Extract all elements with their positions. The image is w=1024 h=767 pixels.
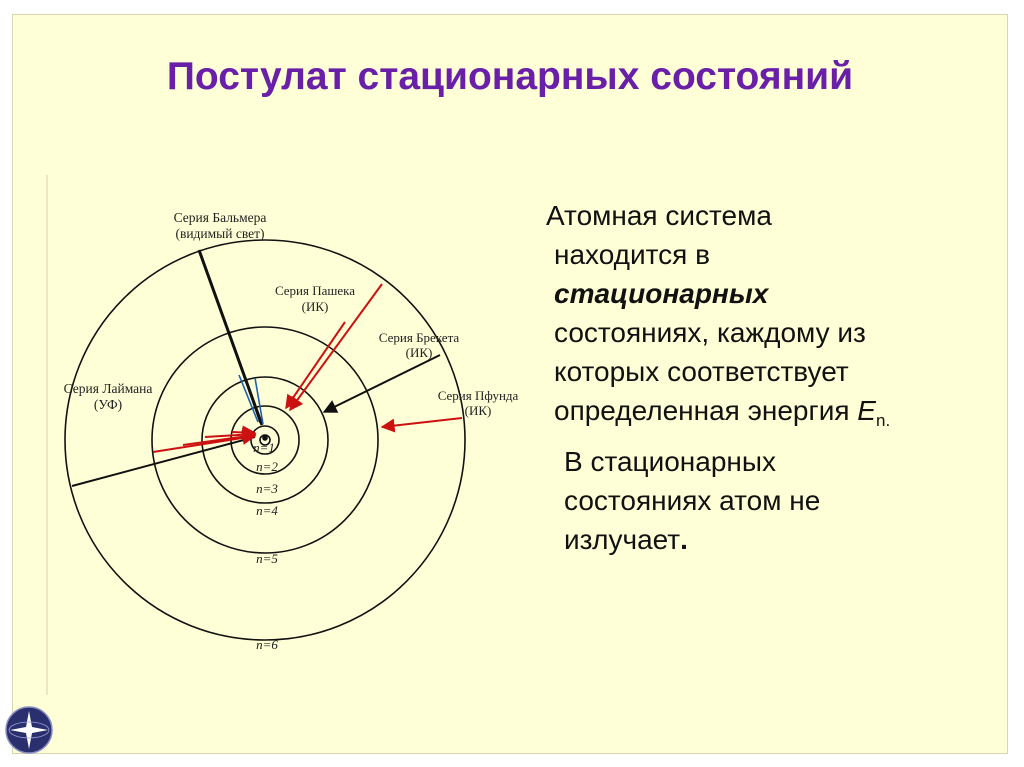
balmer-line-3 bbox=[228, 330, 260, 423]
brackett-line bbox=[324, 355, 440, 412]
level-label-n6: n=6 bbox=[256, 637, 278, 652]
text-line: состояниях, каждому из bbox=[554, 317, 866, 348]
text-line: состояниях атом не bbox=[564, 485, 821, 516]
label-paschen-2: (ИК) bbox=[301, 299, 329, 314]
paragraph-no-radiation bbox=[542, 442, 982, 559]
text-line-end bbox=[552, 520, 982, 559]
label-brackett-2: (ИК) bbox=[405, 345, 433, 360]
level-label-n5: n=5 bbox=[256, 551, 278, 566]
lyman-line-5 bbox=[232, 432, 255, 433]
description-text bbox=[542, 196, 982, 559]
paragraph-stationary-states bbox=[542, 196, 982, 440]
level-label-n2: n=2 bbox=[256, 459, 278, 474]
text-line: которых соответствует bbox=[554, 356, 849, 387]
level-label-n4: n=4 bbox=[256, 503, 278, 518]
energy-subscript: n bbox=[875, 411, 886, 430]
text-fragment: излучает bbox=[564, 524, 681, 555]
label-pfund-1: Серия Пфунда bbox=[437, 388, 519, 403]
text-line: В стационарных bbox=[564, 446, 776, 477]
label-brackett-1: Серия Брекета bbox=[378, 330, 460, 345]
text-line-emphasis: стационарных bbox=[554, 278, 769, 309]
pfund-line bbox=[382, 418, 462, 427]
text-fragment: определенная энергия bbox=[554, 395, 858, 426]
text-line: Атомная система bbox=[546, 200, 772, 231]
paschen-line-2 bbox=[286, 322, 345, 408]
star-globe-logo-icon bbox=[4, 705, 54, 755]
text-line-energy bbox=[542, 391, 982, 440]
level-label-n1: n=1 bbox=[253, 440, 275, 455]
label-lyman-1: Серия Лаймана bbox=[63, 381, 153, 396]
lyman-line-2 bbox=[153, 436, 255, 452]
label-lyman-2: (УФ) bbox=[93, 397, 123, 412]
label-balmer-1: Серия Бальмера bbox=[173, 210, 267, 225]
label-pfund-2: (ИК) bbox=[464, 403, 492, 418]
lyman-line-main bbox=[72, 437, 255, 486]
label-balmer-2: (видимый свет) bbox=[175, 226, 265, 241]
text-line: находится в bbox=[554, 239, 710, 270]
page-title: Постулат стационарных состояний bbox=[166, 55, 854, 98]
energy-symbol: E bbox=[857, 395, 876, 426]
level-label-n3: n=3 bbox=[256, 481, 278, 496]
energy-dot: . bbox=[885, 411, 891, 430]
period: . bbox=[680, 524, 688, 555]
label-paschen-1: Серия Пашека bbox=[274, 283, 356, 298]
